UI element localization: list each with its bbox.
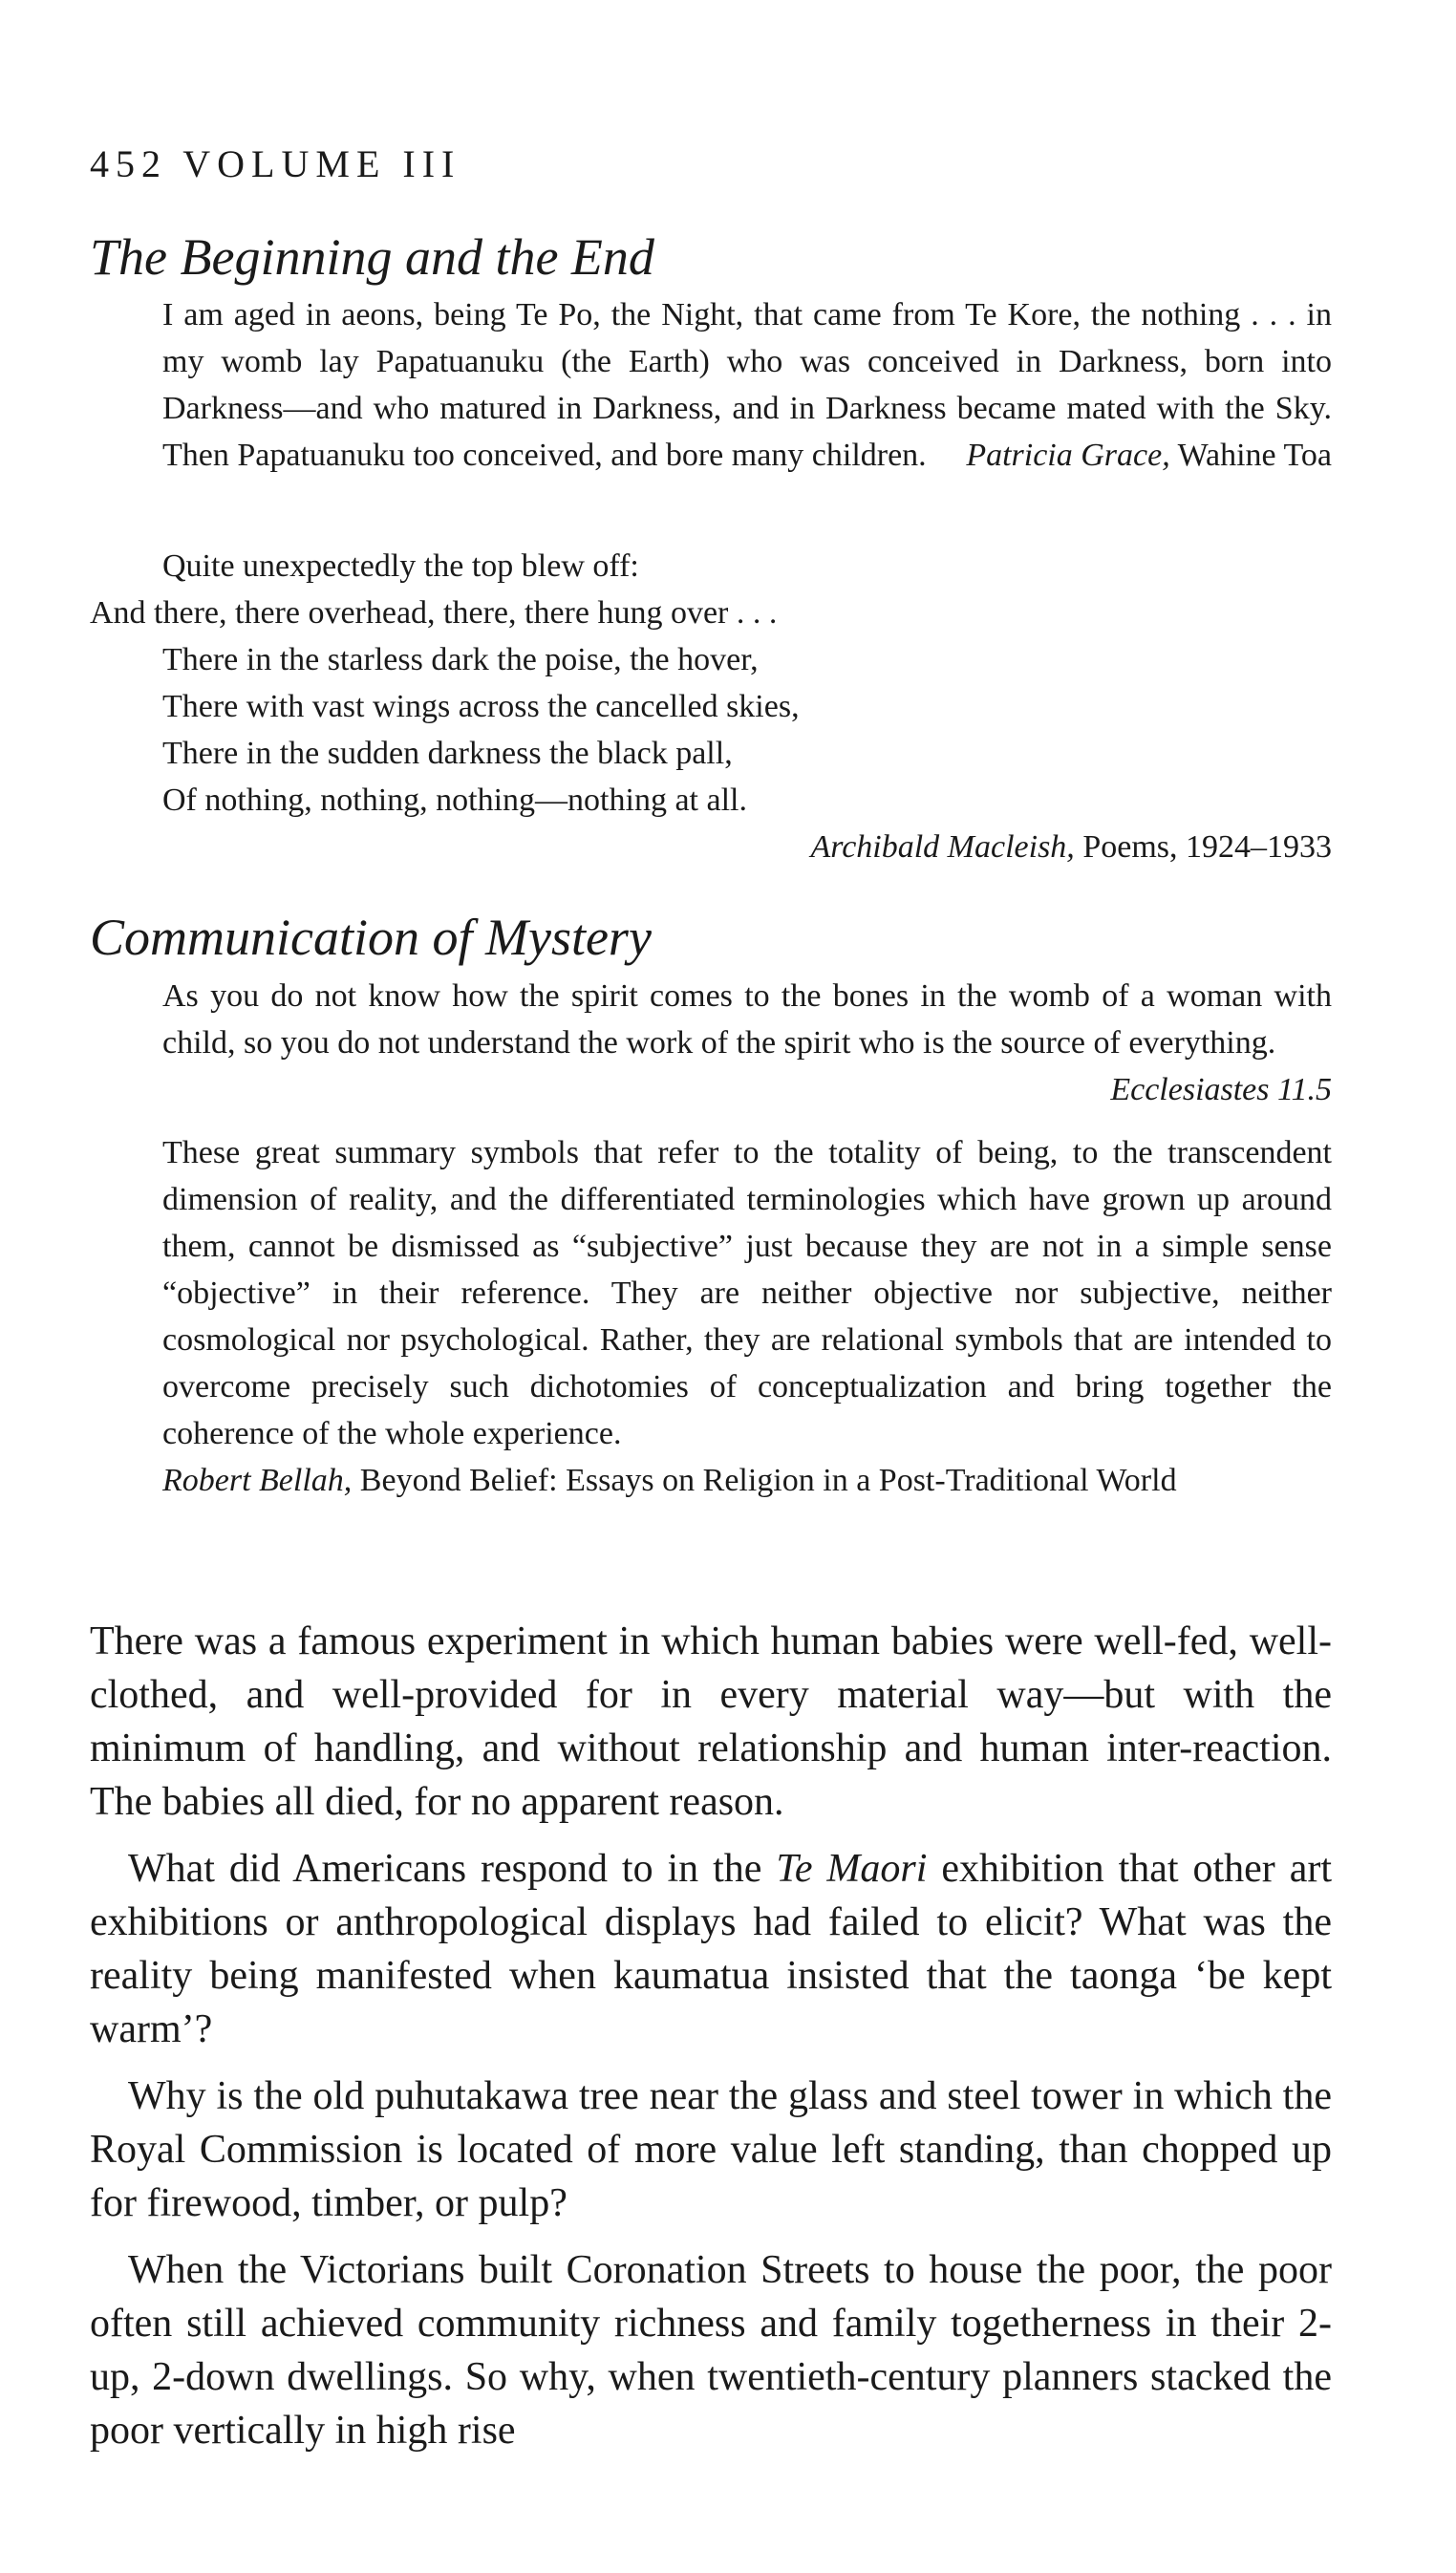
poem-line: There in the starless dark the poise, the hover, bbox=[162, 642, 759, 677]
body-paragraph-part: What did Americans respond to in the bbox=[128, 1847, 777, 1891]
quote-ecclesiastes-source: Ecclesiastes 11.5 bbox=[1110, 1072, 1332, 1107]
poem-line: And there, there overhead, there, there hung over . . . bbox=[90, 595, 778, 631]
quote-ecclesiastes bbox=[162, 973, 1332, 1113]
quote-ecclesiastes-text: As you do not know how the spirit comes to the bones in the womb of a woman with child, so you do not understand the work of the spirit who is the source of everything. bbox=[162, 978, 1332, 1061]
body-paragraph: Why is the old puhutakawa tree near the glass and steel tower in which the Royal Commission is located of more value left standing, than chopped up for firewood, timber, or pulp? bbox=[90, 2074, 1332, 2225]
running-head: 452 VOLUME III bbox=[90, 142, 461, 185]
section-heading-beginning: The Beginning and the End bbox=[90, 228, 654, 286]
body-paragraph bbox=[90, 1842, 1332, 2056]
quote-bellah-work: Beyond Belief: Essays on Religion in a Post-Traditional World bbox=[352, 1463, 1177, 1498]
quote-grace-text: I am aged in aeons, being Te Po, the Night, that came from Te Kore, the nothing . . . in my womb lay Papatuanuku (the Earth) who was conceived in Darkness, born into Darkness—and who matured in Darkness, and in Darkness became mated with the Sky. Then Papatuanuku too conceived, and bore many children. bbox=[162, 297, 1332, 473]
poem-line: There with vast wings across the cancelled skies, bbox=[162, 689, 800, 724]
poem-line: Quite unexpectedly the top blew off: bbox=[162, 548, 639, 584]
body-paragraph-emphasis: Te Maori bbox=[776, 1847, 928, 1891]
body-text bbox=[90, 1615, 1332, 2471]
poem-attribution bbox=[90, 824, 1332, 870]
quote-bellah-author: Robert Bellah, bbox=[162, 1463, 353, 1498]
quote-grace-attribution bbox=[966, 432, 1332, 479]
poem-line: There in the sudden darkness the black pall, bbox=[162, 736, 733, 771]
quote-bellah-attribution bbox=[162, 1457, 1332, 1504]
quote-bellah-text: These great summary symbols that refer to the totality of being, to the transcendent dimension of reality, and the differentiated terminologies which have grown up around them, cannot be dismissed as “subjective” just because they are not in a simple sense “objective” in their reference. They are neither objective nor subjective, neither cosmological nor psychological. Rather, they are relational symbols that are intended to overcome precisely such dichotomies of conceptualization and bring together the coherence of the whole experience. bbox=[162, 1135, 1332, 1451]
quote-grace-work: Wahine Toa bbox=[1169, 438, 1332, 473]
quote-bellah bbox=[162, 1129, 1332, 1504]
body-paragraph: When the Victorians built Coronation Streets to house the poor, the poor often still achieved community richness and family togetherness in their 2-up, 2-down dwellings. So why, when twentieth-century planners stacked the poor vertically in high rise bbox=[90, 2248, 1332, 2453]
section-heading-communication: Communication of Mystery bbox=[90, 909, 652, 966]
poem-line: Of nothing, nothing, nothing—nothing at all. bbox=[162, 783, 747, 818]
body-paragraph: There was a famous experiment in which human babies were well-fed, well-clothed, and well-provided for in every material way—but with the minimum of handling, and without relationship and human inter-reaction. The babies all died, for no apparent reason. bbox=[90, 1619, 1332, 1824]
poem-macleish bbox=[90, 543, 1332, 870]
poem-author: Archibald Macleish, bbox=[810, 829, 1075, 865]
quote-grace-author: Patricia Grace, bbox=[966, 438, 1170, 473]
body-paragraph-part: exhibition that other art exhibitions or anthropological displays had failed to elicit? What was the reality being manifested when kaumatua insisted that the taonga ‘be kept warm’? bbox=[90, 1847, 1332, 2051]
poem-work: Poems, 1924–1933 bbox=[1074, 829, 1332, 865]
quote-grace bbox=[162, 291, 1332, 479]
